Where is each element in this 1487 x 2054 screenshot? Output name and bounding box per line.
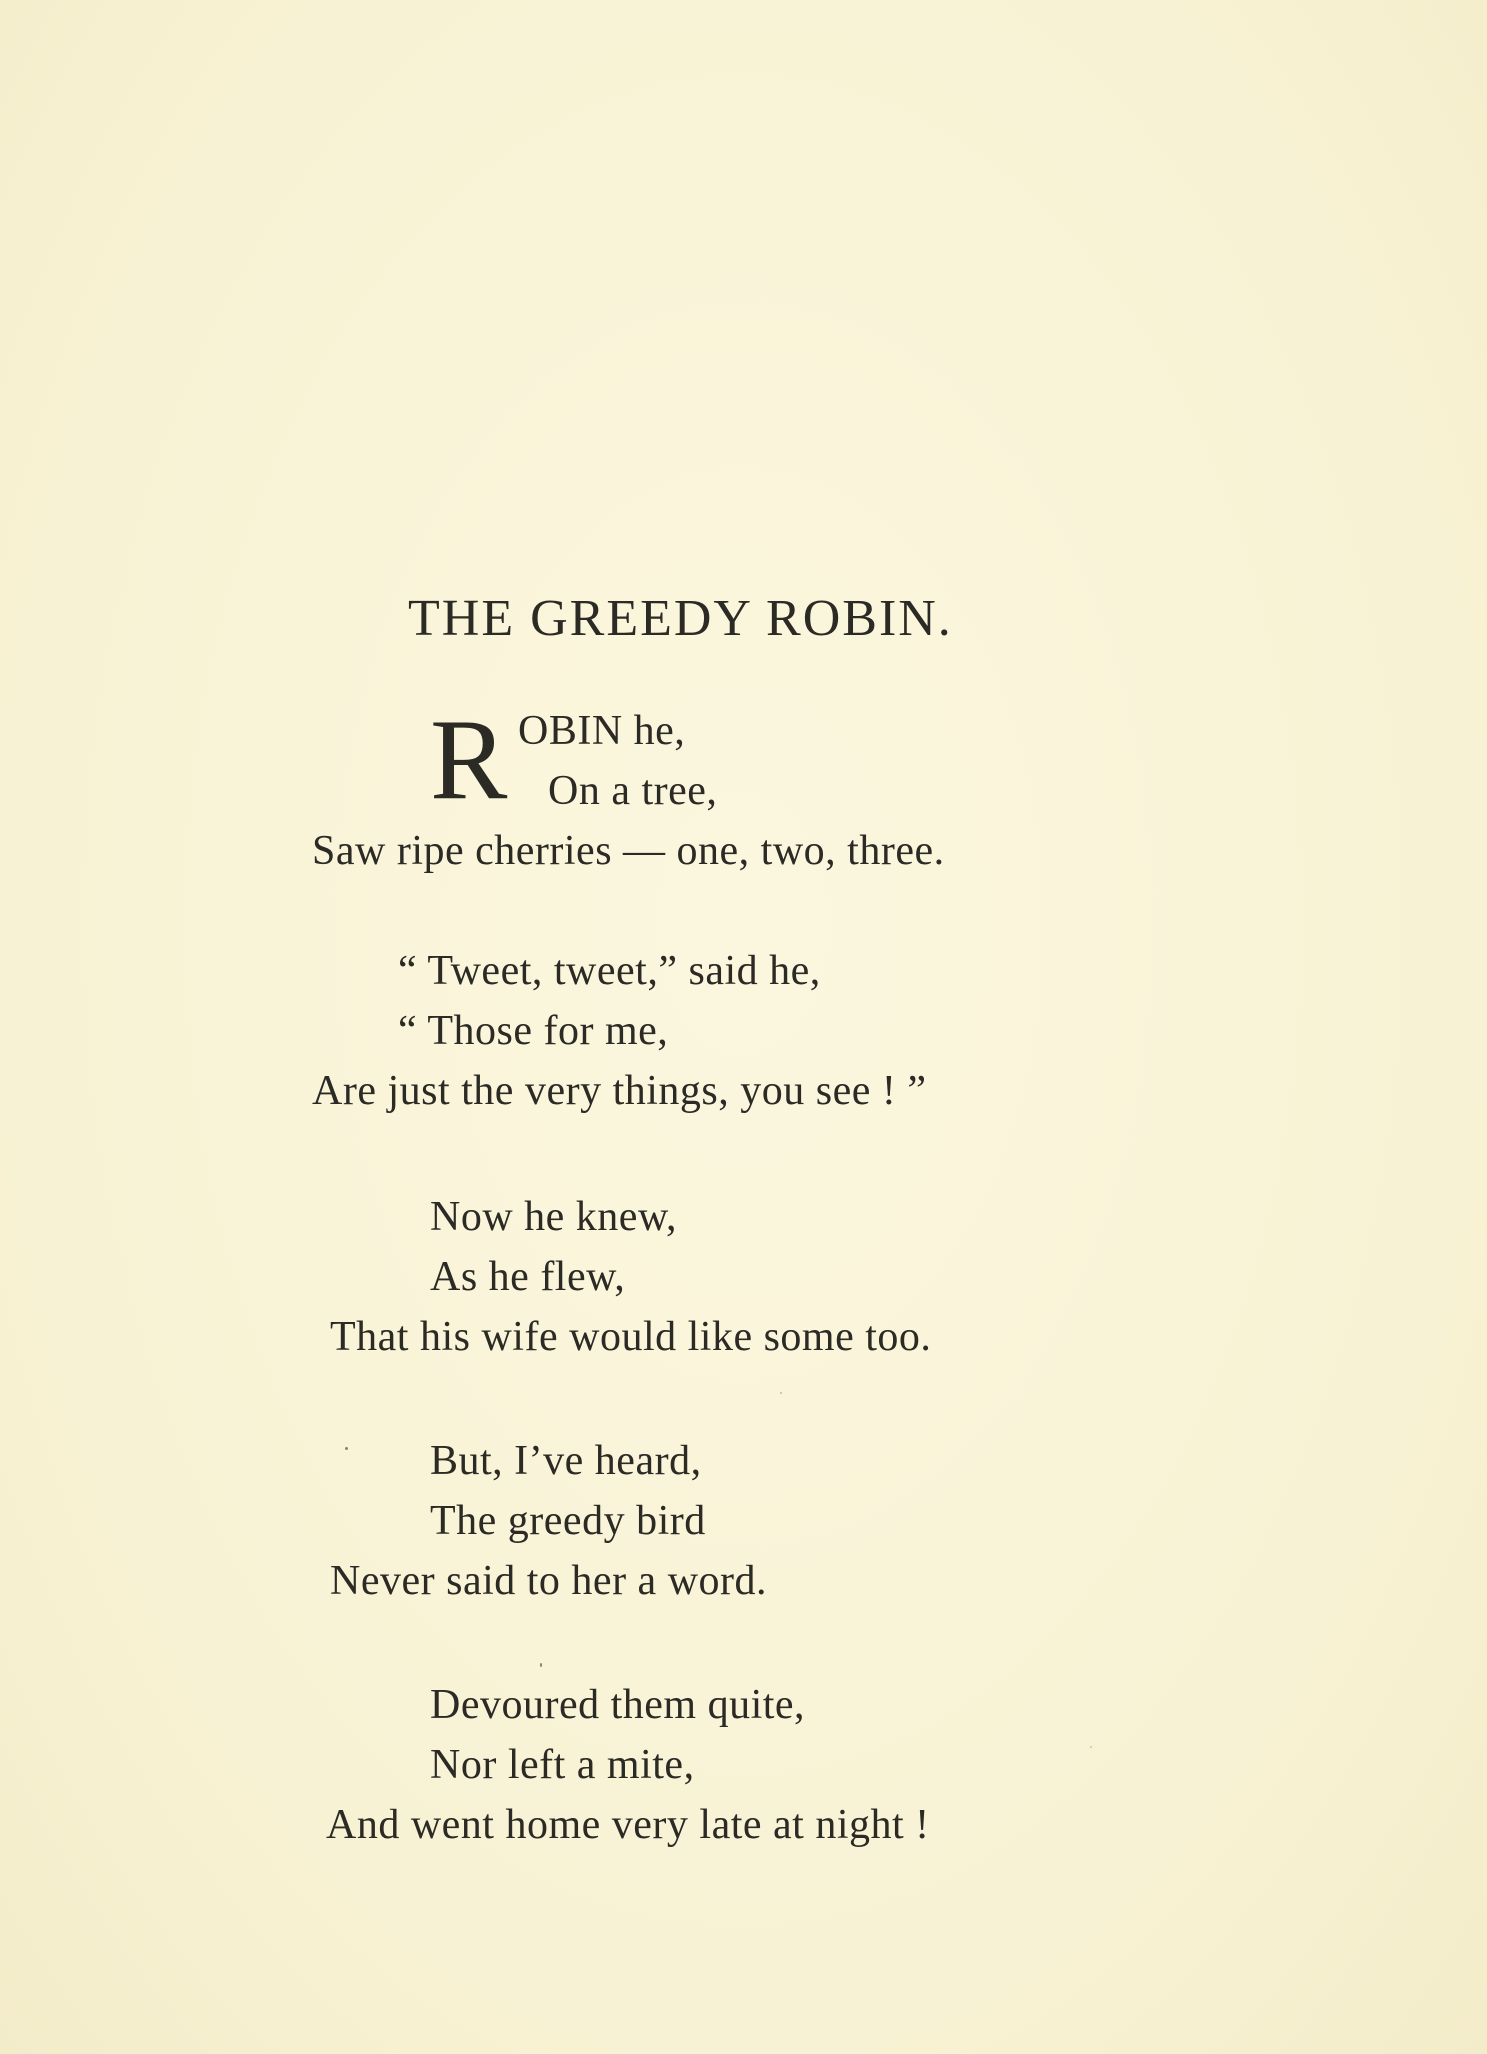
poem-line: Are just the very things, you see ! ” xyxy=(312,1068,927,1114)
paper-speck xyxy=(345,1447,348,1450)
poem-line: “ Those for me, xyxy=(398,1008,669,1054)
paper-speck xyxy=(540,1663,542,1667)
poem-line: The greedy bird xyxy=(430,1498,706,1544)
poem-line: “ Tweet, tweet,” said he, xyxy=(398,948,821,994)
poem-line: That his wife would like some too. xyxy=(330,1314,932,1360)
poem-title: THE GREEDY ROBIN. xyxy=(408,590,953,647)
poem-line: Now he knew, xyxy=(430,1194,678,1240)
poem-line: As he flew, xyxy=(430,1254,626,1300)
poem-line: Nor left a mite, xyxy=(430,1742,695,1788)
poem-line: On a tree, xyxy=(548,768,718,814)
poem-line: Saw ripe cherries — one, two, three. xyxy=(312,828,945,874)
paper-speck xyxy=(1090,1746,1092,1748)
poem-line: Never said to her a word. xyxy=(330,1558,768,1604)
poem-line: But, I’ve heard, xyxy=(430,1438,702,1484)
poem-line: OBIN he, xyxy=(518,708,686,754)
poem-line: Devoured them quite, xyxy=(430,1682,806,1728)
poem-line: And went home very late at night ! xyxy=(326,1802,930,1848)
paper-speck xyxy=(780,1392,782,1394)
drop-cap-letter: R xyxy=(430,696,508,824)
